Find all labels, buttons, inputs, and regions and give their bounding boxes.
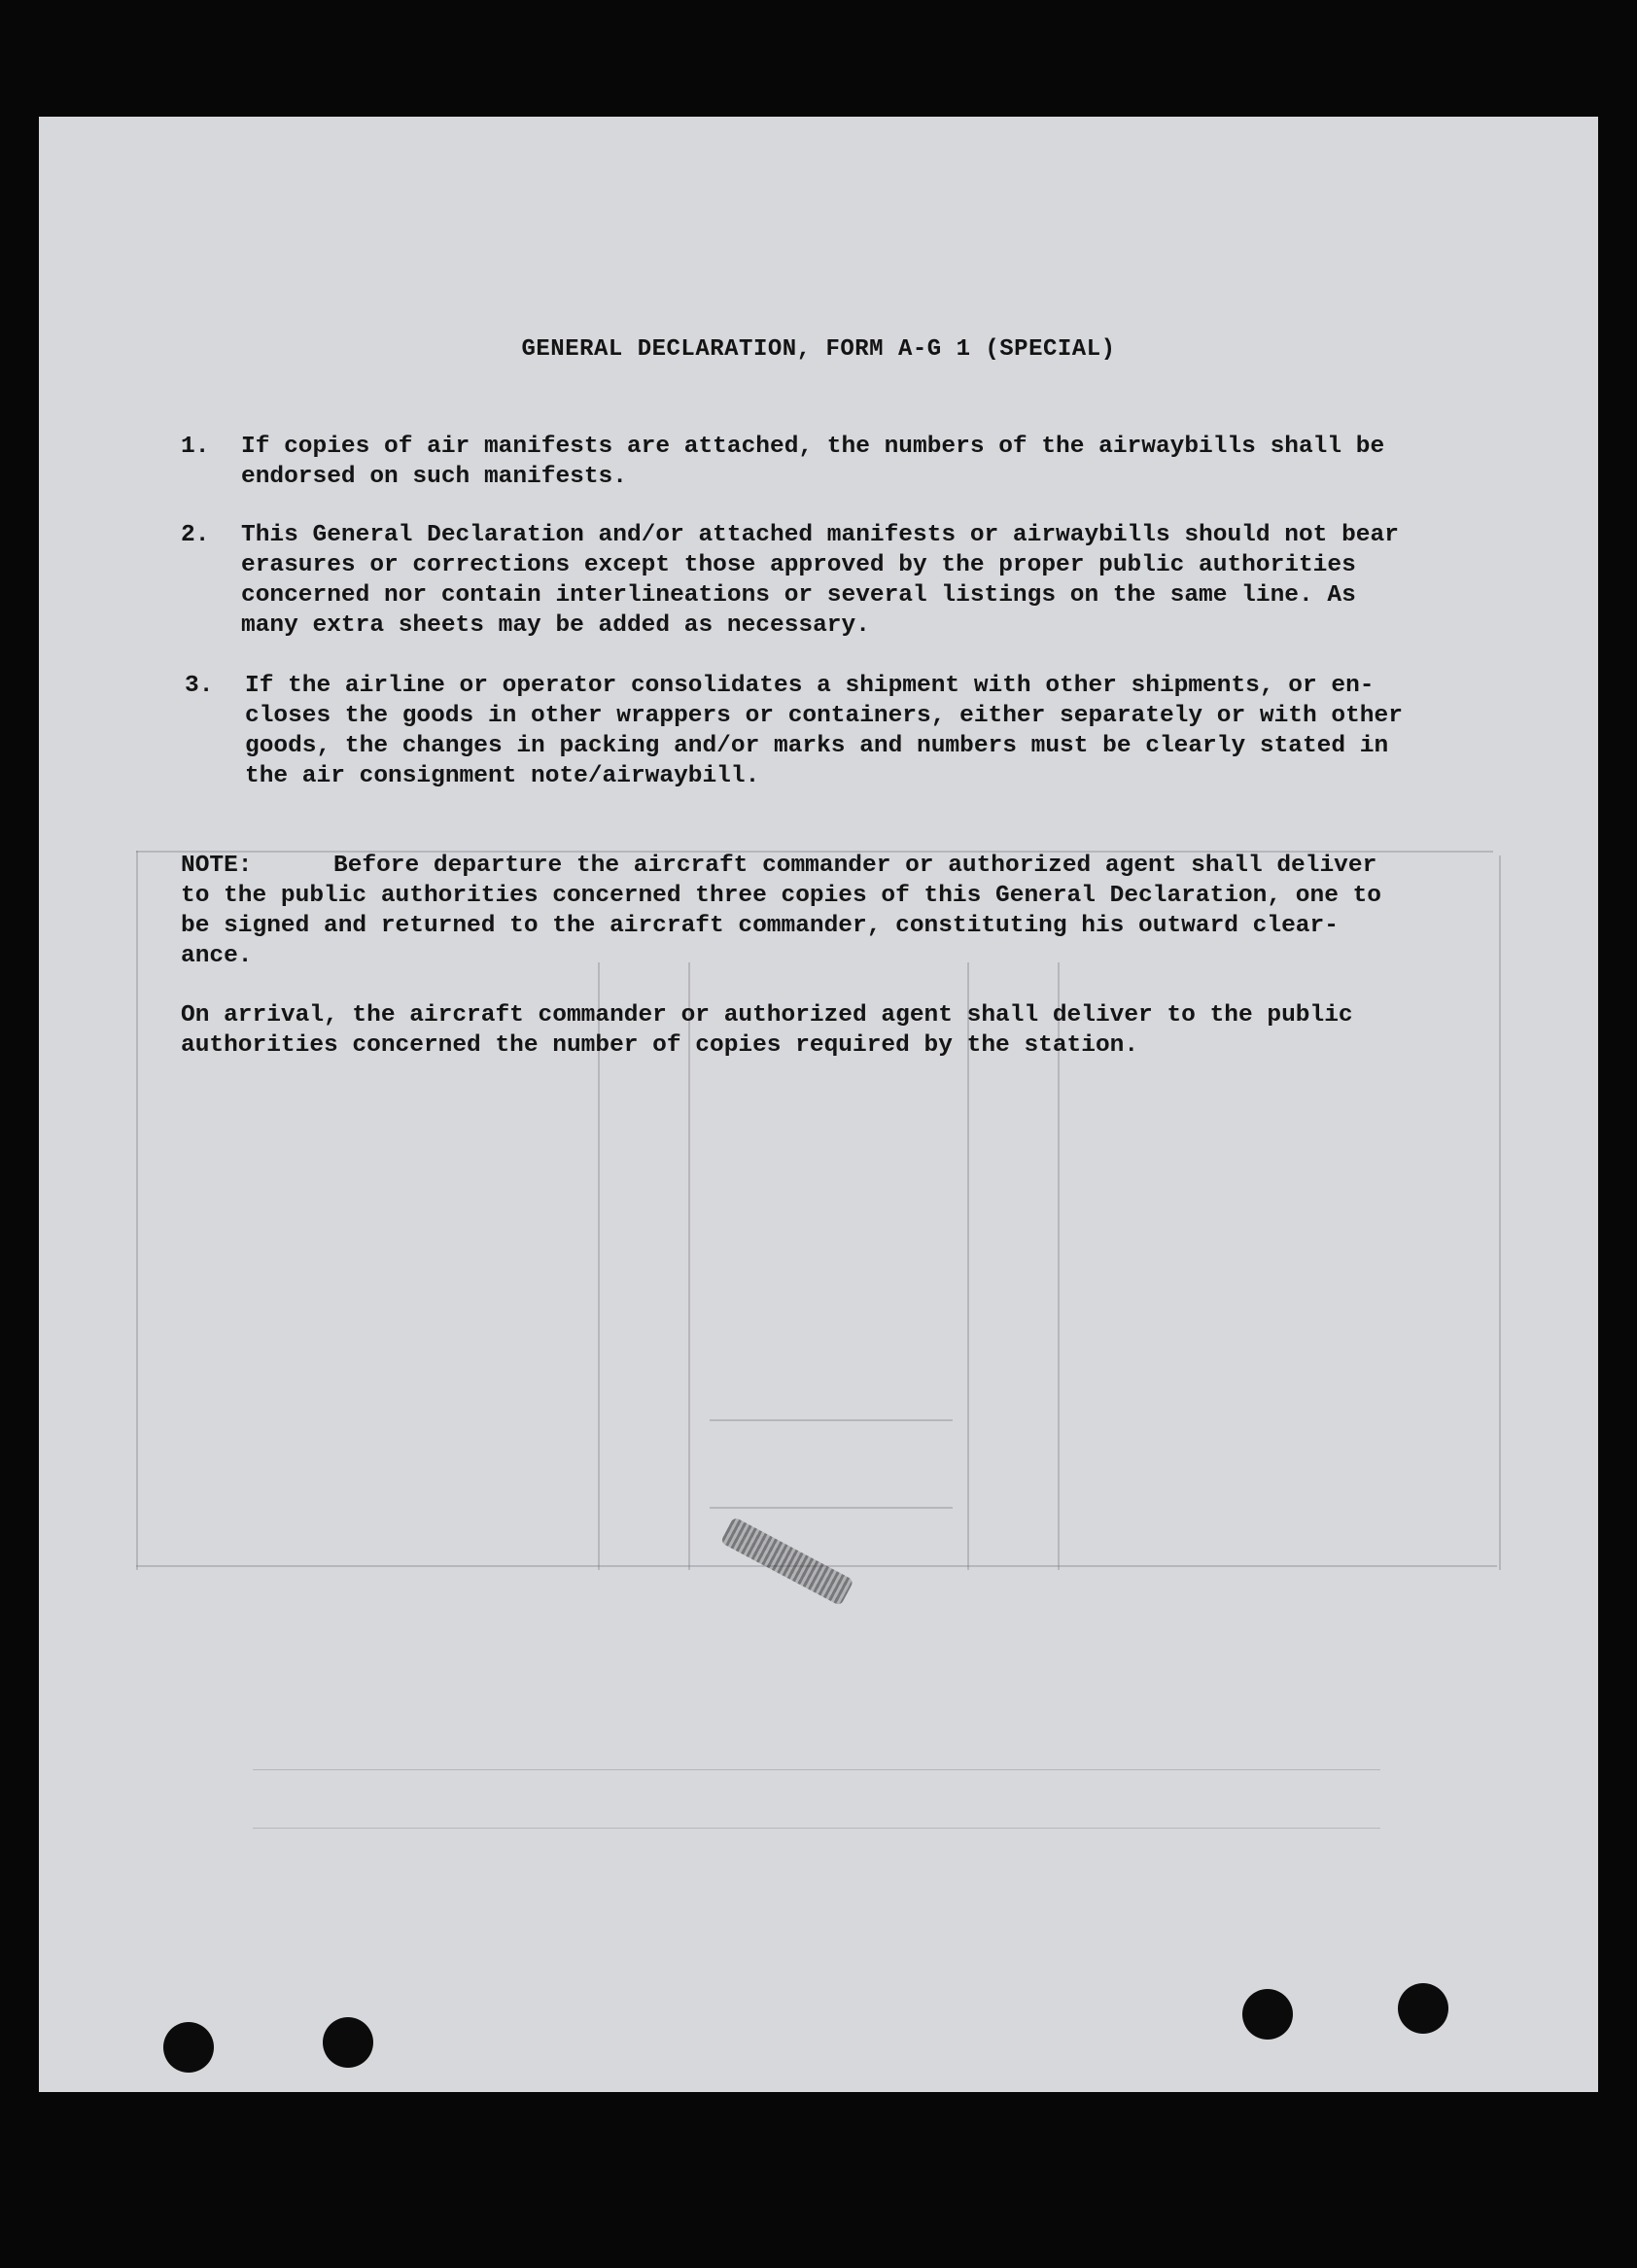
punch-hole: [323, 2017, 373, 2068]
page-title: GENERAL DECLARATION, FORM A-G 1 (SPECIAL): [521, 336, 1116, 363]
item-line: If copies of air manifests are attached, the numbers of the airwaybills shall be: [241, 434, 1385, 460]
ink-stamp-smudge: [720, 1517, 854, 1606]
note-line: ance.: [181, 943, 253, 969]
note-line: to the public authorities concerned three copies of this General Declaration, one to: [181, 883, 1382, 909]
note-line: Before departure the aircraft commander or authorized agent shall deliver: [333, 853, 1377, 879]
item-line: endorsed on such manifests.: [241, 464, 627, 490]
item-line: If the airline or operator consolidates a shipment with other shipments, or en-: [245, 673, 1375, 699]
document-page: [39, 117, 1598, 2092]
arrival-line: On arrival, the aircraft commander or authorized agent shall deliver to the public: [181, 1002, 1353, 1029]
item-line: concerned nor contain interlineations or several listings on the same line. As: [241, 582, 1356, 609]
item-line: the air consignment note/airwaybill.: [245, 763, 760, 789]
item-line: many extra sheets may be added as necessary.: [241, 612, 870, 639]
note-block: [181, 851, 1470, 971]
item-line: closes the goods in other wrappers or containers, either separately or with other: [245, 703, 1403, 729]
item-line: erasures or corrections except those approved by the proper public authorities: [241, 552, 1356, 578]
punch-hole: [1398, 1983, 1448, 2034]
item-line: goods, the changes in packing and/or marks and numbers must be clearly stated in: [245, 733, 1389, 759]
arrival-block: [181, 1000, 1470, 1061]
item-line: This General Declaration and/or attached manifests or airwaybills should not bear: [241, 522, 1399, 548]
note-line: be signed and returned to the aircraft commander, constituting his outward clear-: [181, 913, 1339, 939]
punch-hole: [163, 2022, 214, 2073]
item-number: 3.: [185, 673, 214, 699]
item-number: 2.: [181, 522, 210, 548]
punch-hole: [1242, 1989, 1293, 2040]
arrival-line: authorities concerned the number of copies required by the station.: [181, 1032, 1139, 1059]
note-label: NOTE:: [181, 853, 253, 879]
item-number: 1.: [181, 434, 210, 460]
